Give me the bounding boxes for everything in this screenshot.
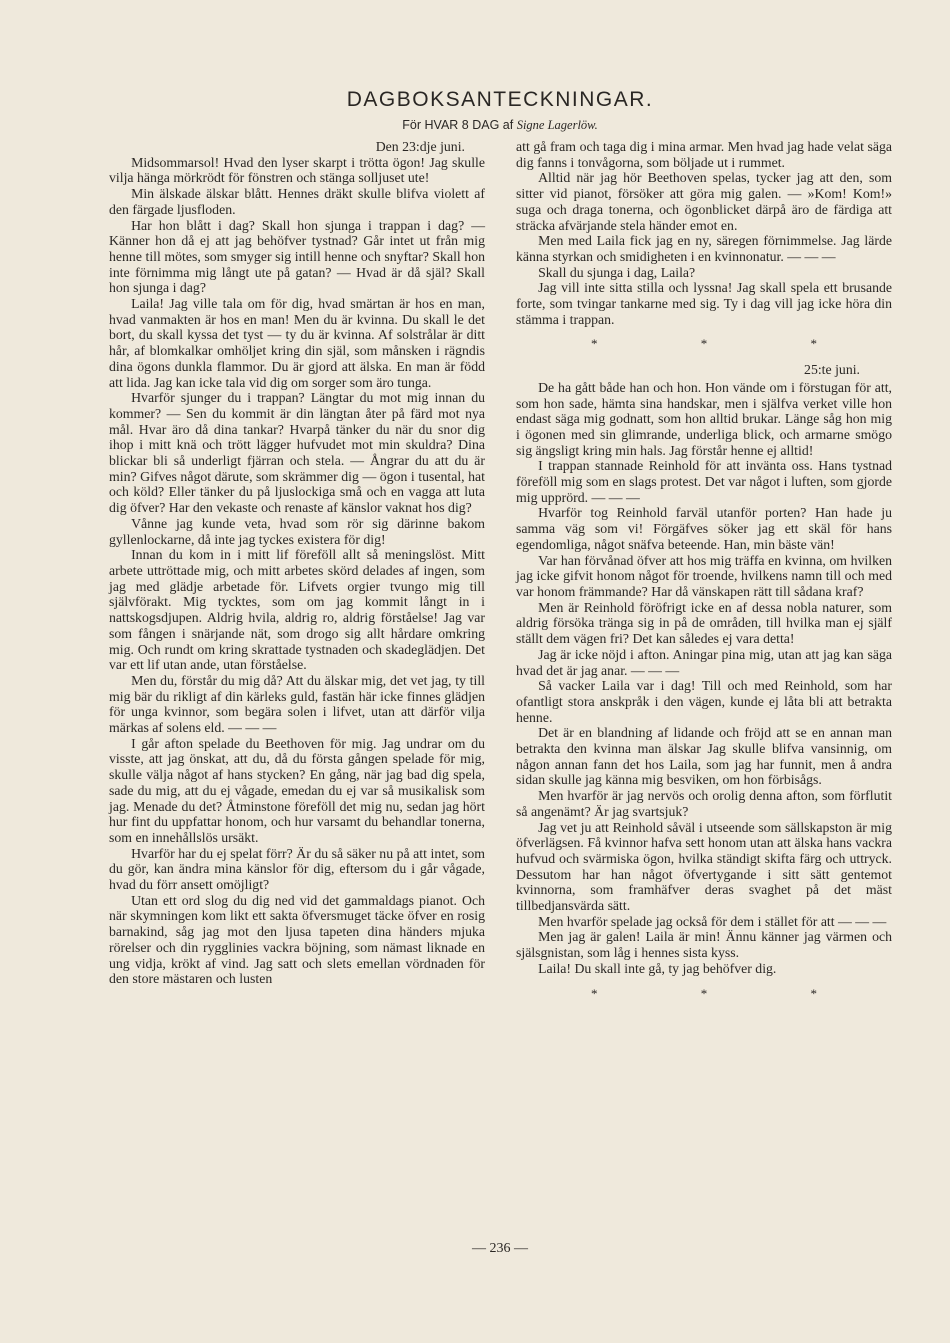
paragraph: Jag vet ju att Reinhold såväl i utseende som sällskapston är mig öfverlägsen. Få kvinnor hafva sett honom utan att älska hans vackra hufvud och svärmiska ögon, hvilka ständigt skifta färg och uttryck. Dessutom har han något öfvertygande i sitt sätt gentemot kvinnorna, som framhäfver deras svaghet på det mäst tillbedjansvärda sätt.	[516, 819, 892, 914]
paragraph: Men hvarför spelade jag också för dem i stället för att — — —	[538, 913, 887, 929]
paragraph: att gå fram och taga dig i mina armar. Men hvad jag hade velat säga dig fanns i tonvågorna, som böljade ut i rummet.	[516, 139, 892, 170]
paragraph: Utan ett ord slog du dig ned vid det gammaldags pianot. Och när skymningen kom likt ett sakta öfversmuget täcke öfver en rosig barnakind, såg jag mot den ljusa tapeten dina händers mjuka rörelser och din rygglinies vackra böjning, som nämast liknade en ung vidja, krökt af vind. Jag satt och slets emellan vördnaden för den store mästaren och lusten	[109, 892, 485, 987]
paragraph: Har hon blått i dag? Skall hon sjunga i trappan i dag? — Känner hon då ej att jag behöfver tystnad? Går intet ut från mig henne till mötes, som smyger sig intill henne och snyftar? Skall hon inte förnimma mig långt ute på gatan? — Hvad är då själ? Skall hon sjunga i dag?	[109, 217, 485, 296]
left-column	[109, 139, 485, 987]
paragraph: Jag vill inte sitta stilla och lyssna! Jag skall spela ett brusande forte, som tvingar tankarne med sig. Ty i dag vill jag icke höra din stämma i trappan.	[516, 280, 892, 327]
paragraph: Hvarför har du ej spelat förr? Är du så säker nu på att intet, som du gör, kan ändra mina känslor för dig, eftersom du i går vågade, hvad du förr ansett omöjligt?	[109, 845, 485, 893]
paragraph: Men du, förstår du mig då? Att du älskar mig, det vet jag, ty till mig bär du rikligt af din kärleks guld, fastän här icke finnes glädjen för unga kvinnor, som begära solen i lifvet, utan att därför vilja märkas af solens eld. — — —	[109, 672, 485, 736]
paragraph: Vånne jag kunde veta, hvad som rör sig därinne bakom gyllenlockarne, då inte jag tyckes existera för dig!	[109, 515, 485, 547]
article-title: DAGBOKSANTECKNINGAR.	[346, 88, 654, 111]
paragraph: I trappan stannade Reinhold för att invänta oss. Hans tystnad föreföll mig som en slags protest. Det var något i luften, som gjorde mig upprörd. — — —	[516, 458, 892, 505]
paragraph: Det är en blandning af lidande och fröjd att se en annan man betrakta den kvinna man älskar Jag skulle blifva vansinnig, om någon annan fann det hos Laila, som jag har funnit, men å andra sidan skulle jag känna mig besviken, om hon förbisågs.	[516, 725, 892, 788]
entry-date-2: 25:te juni.	[804, 362, 860, 378]
entry-date: Den 23:dje juni.	[375, 139, 465, 154]
end-divider-stars: * * *	[591, 985, 867, 1001]
paragraph: Hvarför sjunger du i trappan? Längtar du mot mig innan du kommer? — Sen du kommit är din längtan åter på färd mot nya mål. Hvar äro då dina tankar? Hvarpå tänker du när du snor dig ihop i mitt knä och trött lägger hufvudet mot min skuldra? Dina blickar bli så underligt fjärran och stela. — Ångrar du att du är min? Gifves något därute, som skrämmer dig — ögon i tusental, hat och köld? Eller tänker du på ljuslockiga små och en vagga att luta dig öfver? Har den vekaste och renaste af känslor vaknat hos dig?	[109, 390, 485, 516]
paragraph: Skall du sjunga i dag, Laila?	[538, 264, 696, 280]
byline-author: Signe Lagerlöw.	[516, 118, 598, 132]
paragraph: De ha gått både han och hon. Hon vände om i förstugan för att, som hon sade, hämta sina handskar, men i själfva verket ville hon endast säga mig godnatt, som hon alltid brukar. Länge såg hon mig i ögonen med sin glimrande, underliga blick, och armarne smögo sig ängsligt kring min hals. Jag förstår henne ej alltid!	[516, 379, 892, 458]
paragraph: Laila! Du skall inte gå, ty jag behöfver dig.	[538, 960, 777, 976]
paragraph: Men är Reinhold föröfrigt icke en af dessa nobla naturer, som aldrig försöka tränga sig in på de områden, till hvilka man ej själf ställt dem vägen fri? Det kan således ej vara detta!	[516, 599, 892, 647]
byline-prefix: För HVAR 8 DAG af	[402, 118, 514, 132]
paragraph: Men med Laila fick jag en ny, säregen förnimmelse. Jag lärde känna styrkan och smidigheten i en kvinnonatur. — — —	[516, 233, 892, 264]
paragraph: Men jag är galen! Laila är min! Ännu känner jag värmen och själsgnistan, som låg i hennes sista kyss.	[516, 929, 892, 961]
page-number: — 236 —	[472, 1241, 528, 1256]
section-divider-stars: * * *	[591, 336, 867, 352]
paragraph: Innan du kom in i mitt lif föreföll allt så meningslöst. Mitt arbete uttröttade mig, och mitt arbetes skörd delades af ingen, som jag med glädje arbetade för. Lifvets orgier tvungo mig till självförakt. Mig tycktes, som om jag kommit långt in i nattskogsdjupen. Aldrig hvila, aldrig ro, aldrig förståelse! Jag var som fången i snärjande nät, som drogo sig allt hårdare omkring mig. Och rundt om kring skrattade tystnaden och skadeglädjen. Det var ett lif utan ande, utan förståelse.	[109, 547, 485, 673]
paragraph: I går afton spelade du Beethoven för mig. Jag undrar om du visste, att jag önskat, att du, då du första gången spelade för mig, skulle välja något af hans stycken? En gång, när jag bad dig spela, sade du mig, att du ej vågade, emedan du ej var så musikalisk som jag. Menade du det? Åtminstone föreföll det mig nu, sedan jag hört hur fint du uppfattar honom, och hur varsamt du behandlar tonerna, som en innehållslös ursäkt.	[109, 735, 485, 845]
paragraph: Midsommarsol! Hvad den lyser skarpt i trötta ögon! Jag skulle vilja hänga mörkrödt för fönstren och stänga solljuset ute!	[109, 154, 485, 186]
paragraph: Men hvarför är jag nervös och orolig denna afton, som förflutit så angenämt? Är jag svartsjuk?	[516, 788, 892, 819]
paragraph: Var han förvånad öfver att hos mig träffa en kvinna, om hvilken jag icke gifvit honom något för troende, hvilkens namn till och med var honom främmande? Har då vänskapen rätt till sådana kraf?	[516, 552, 892, 599]
paragraph: Jag är icke nöjd i afton. Aningar pina mig, utan att jag kan säga hvad det är jag anar. — — —	[516, 646, 892, 678]
left-paragraphs	[109, 155, 485, 987]
paragraph: Hvarför tog Reinhold farväl utanför porten? Han hade ju samma väg som vi! Förgäfves söker jag ett skäl för hans egendomliga, något snäfva beteende. Han, min bäste vän!	[516, 505, 892, 552]
paragraph: Laila! Jag ville tala om för dig, hvad smärtan är hos en man, hvad vanmakten är hos en man! Men du är kvinna. Du skall le det bort, du skall kyssa det tyst — ty du är kvinna. Af solstrålar är ditt hår, af blomkalkar omhöljet kring din själ, som månsken i rägndis dina ögons dunkla flammor. Du är gjord att älska. En man är född att lida. Jag kan icke tala vid dig om sorger som äro tunga.	[109, 296, 485, 390]
byline	[50, 118, 950, 133]
paragraph: Min älskade älskar blått. Hennes dräkt skulle blifva violett af den färgade ljusfloden.	[109, 186, 485, 217]
right-column	[516, 139, 892, 1011]
right-paragraphs-a	[516, 139, 892, 327]
paragraph: Så vacker Laila var i dag! Till och med Reinhold, som har ofantligt stora anskpråk i den vägen, kunde ej låta bli att betrakta henne.	[516, 678, 892, 725]
paragraph: Alltid när jag hör Beethoven spelas, tycker jag att den, som sitter vid pianot, försöker att göra mig galen. — »Kom! Kom!» suga och draga tonerna, och ögonblicket därpå äro de färdiga att sträcka afvärjande stela händer emot en.	[516, 170, 892, 233]
right-paragraphs-b	[516, 380, 892, 977]
